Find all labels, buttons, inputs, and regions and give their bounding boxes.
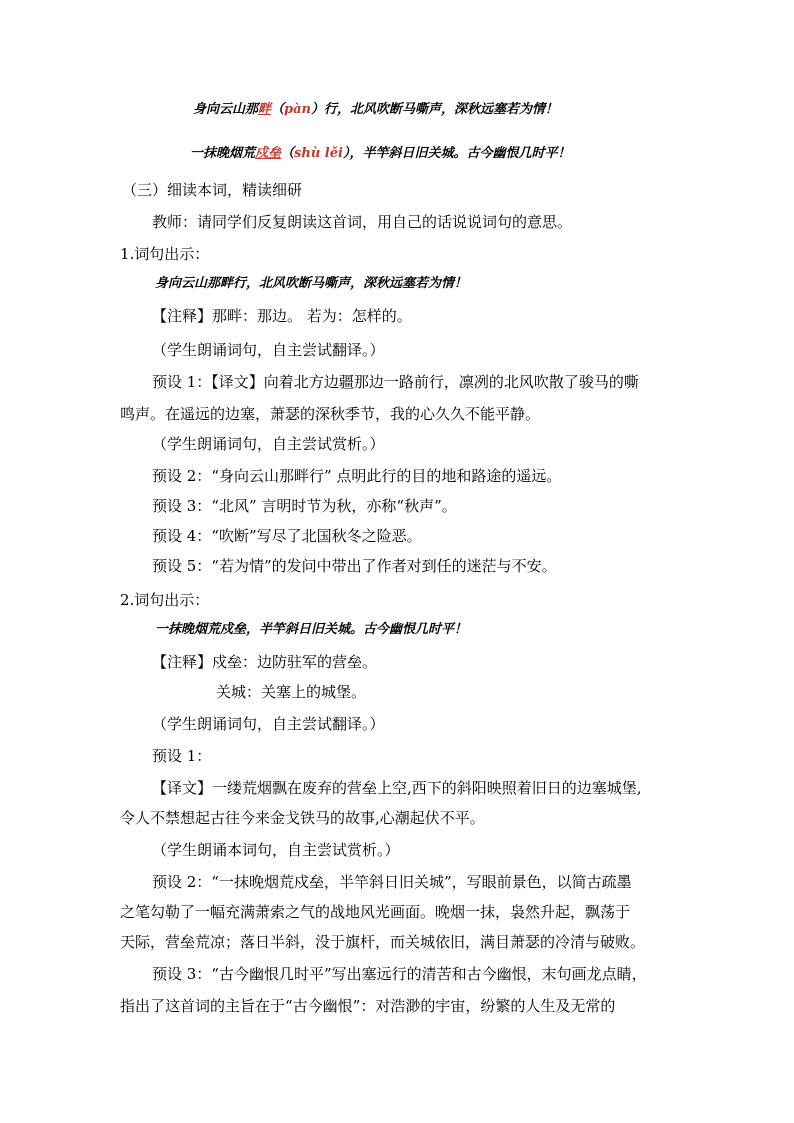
poem-line-2	[190, 144, 570, 164]
q1-student-analyze: （学生朗诵词句，自主尝试赏析。）	[152, 435, 385, 453]
poem-line-1	[193, 100, 558, 120]
q1-preset4: 预设 4：“吹断”写尽了北国秋冬之险恶。	[152, 527, 422, 545]
q2-preset1: 预设 1：	[152, 747, 212, 765]
section-heading: （三）细读本词，精读细研	[122, 181, 303, 199]
poem-line-2-pinyin: shù lěi	[294, 146, 343, 161]
q1-note: 【注释】那畔：那边。 若为：怎样的。	[152, 307, 412, 325]
q1-title: 1.词句出示：	[120, 245, 210, 263]
q2-title: 2.词句出示：	[120, 591, 210, 609]
q1-preset3: 预设 3：“北风” 言明时节为秋，亦称“秋声”。	[152, 497, 457, 515]
poem-line-2-paren-open: （	[281, 146, 295, 161]
q2-student-translate: （学生朗诵词句，自主尝试翻译。）	[152, 715, 385, 733]
q2-preset2-line1: 预设 2：“一抹晚烟荒戍垒，半竿斜日旧关城”，写眼前景色，以简古疏墨	[152, 873, 632, 891]
poem-line-1-pre: 身向云山那	[193, 102, 259, 117]
teacher-instruction: 教师：请同学们反复朗读这首词，用自己的话说说词句的意思。	[152, 213, 573, 231]
q2-verse: 一抹晚烟荒戍垒，半竿斜日旧关城。古今幽恨几时平！	[155, 622, 468, 637]
q2-translation-line1: 【译文】一缕荒烟飘在废弃的营垒上空,西下的斜阳映照着旧日的边塞城堡,	[152, 779, 642, 797]
poem-line-1-post: 行，北风吹断马嘶声，深秋远塞若为情！	[324, 102, 559, 117]
poem-line-1-pinyin: pàn	[284, 102, 312, 117]
poem-line-2-paren-close: ）	[342, 146, 350, 161]
q1-preset2: 预设 2：“身向云山那畔行” 点明此行的目的地和路途的遥远。	[152, 467, 562, 485]
q1-preset1-line2: 鸣声。在遥远的边塞，萧瑟的深秋季节，我的心久久不能平静。	[120, 405, 541, 423]
q2-translation-line2: 令人不禁想起古往今来金戈铁马的故事,心潮起伏不平。	[120, 809, 485, 827]
poem-line-1-paren-close: ）	[311, 102, 325, 117]
poem-line-2-pre: 一抹晚烟荒	[190, 146, 256, 161]
poem-line-1-highlight: 畔	[258, 102, 272, 117]
q1-verse: 身向云山那畔行，北风吹断马嘶声，深秋远塞若为情！	[155, 276, 468, 291]
poem-line-2-post: ，半竿斜日旧关城。古今幽恨几时平！	[349, 146, 571, 161]
q2-preset3-line1: 预设 3：“古今幽恨几时平”写出塞远行的清苦和古今幽恨，末句画龙点睛，	[152, 965, 647, 983]
q1-student-translate: （学生朗诵词句，自主尝试翻译。）	[152, 341, 385, 359]
q1-preset5: 预设 5：“若为情”的发问中带出了作者对到任的迷茫与不安。	[152, 557, 557, 575]
q2-preset3-line2: 指出了这首词的主旨在于“古今幽恨”：对浩渺的宇宙，纷繁的人生及无常的	[120, 997, 616, 1015]
q2-preset2-line3: 天际，营垒荒凉；落日半斜，没于旗杆，而关城依旧，满目萧瑟的冷清与破败。	[120, 933, 646, 951]
q2-note1: 【注释】戍垒：边防驻军的营垒。	[152, 653, 378, 671]
q2-student-analyze: （学生朗诵本词句，自主尝试赏析。）	[152, 841, 400, 859]
q2-note2: 关城：关塞上的城堡。	[216, 683, 367, 701]
q2-preset2-line2: 之笔勾勒了一幅充满萧索之气的战地风光画面。晚烟一抹，袅然升起，飘荡于	[120, 903, 631, 921]
poem-line-2-highlight: 戍垒	[255, 146, 282, 161]
poem-line-1-paren-open: （	[271, 102, 285, 117]
q1-preset1-line1: 预设 1：【译文】向着北方边疆那边一路前行，凛冽的北风吹散了骏马的嘶	[152, 373, 639, 391]
